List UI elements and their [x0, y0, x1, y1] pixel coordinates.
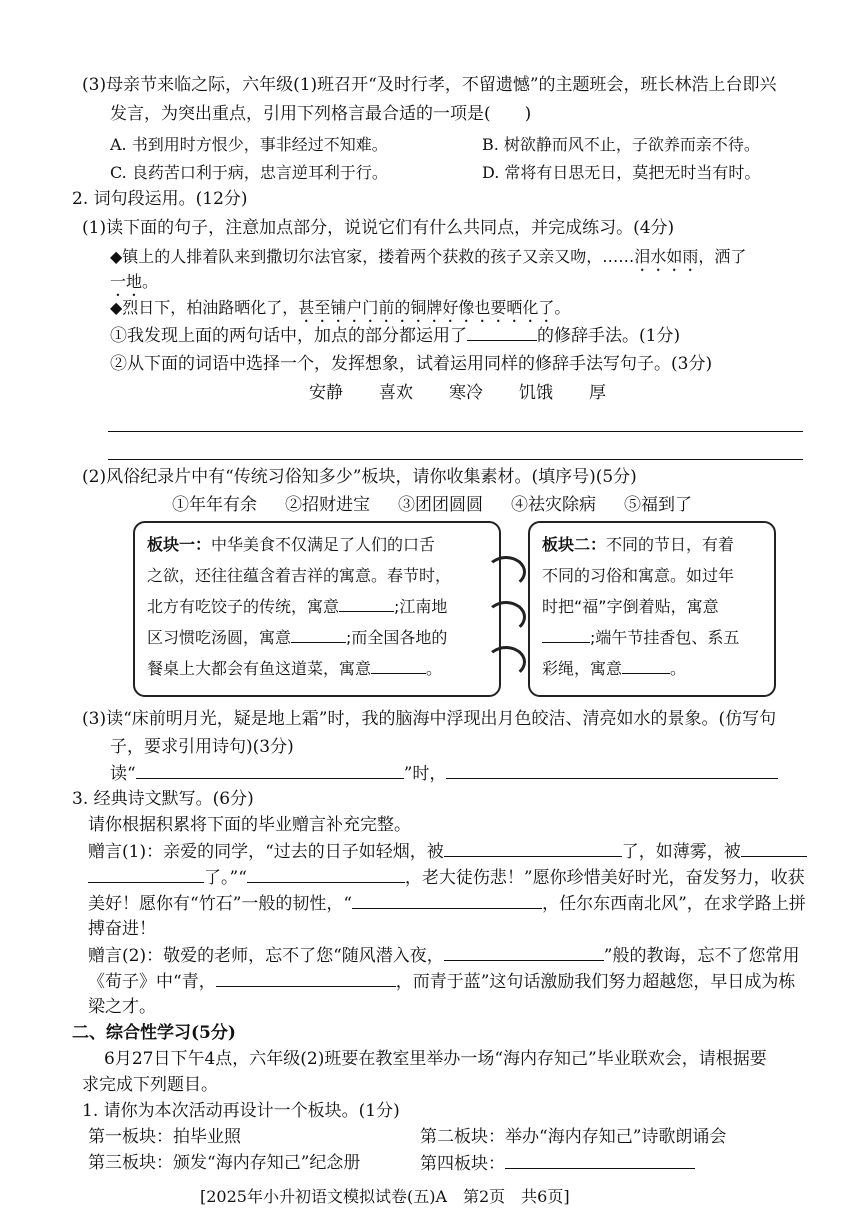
sentence-2-dotted: 甚至铺户门前的铜牌好像也要晒化了: [298, 298, 555, 317]
sentence-1-part-c: ，洒了: [698, 247, 747, 266]
gift-1-text-b: 了，如薄雾，被: [621, 842, 741, 862]
panel-two-line-3: 时把“福”字倒着贴，寓意: [542, 597, 719, 616]
sentence-1-end: 。: [142, 272, 159, 291]
question-3-line1: (3)母亲节来临之际，六年级(1)班召开“及时行孝，不留遗憾”的主题班会，班长林浩上台即兴: [82, 75, 777, 95]
panel-one-line-2: 之欲，还往往蕴含着吉祥的寓意。春节时，: [147, 566, 452, 585]
rhetoric-blank[interactable]: [467, 324, 537, 341]
gift-1-blank-2b[interactable]: [88, 866, 204, 883]
gift-1-blank-1[interactable]: [444, 840, 622, 857]
question-3-imitate-line2: 子，要求引用诗句)(3分): [110, 737, 294, 757]
panel-one-line-3: 北方有吃饺子的传统，寓意: [147, 597, 340, 616]
panel-two-line-5: 彩绳，寓意: [542, 659, 623, 678]
block-1: 第一板块：拍毕业照: [88, 1127, 241, 1147]
sentence-2-end: 。: [554, 298, 571, 317]
option-b[interactable]: B. 树欲静而风不止，子欲养而亲不待。: [482, 135, 760, 154]
panel-two-line-1: 不同的节日，有着: [606, 535, 735, 554]
panel-two-line-2: 不同的习俗和寓意。如过年: [542, 566, 735, 585]
section-3-title: 3. 经典诗文默写。(6分): [72, 789, 254, 809]
subquestion-2: ②从下面的词语中选择一个，发挥想象，试着运用同样的修辞手法写句子。(3分): [110, 354, 713, 374]
sentence-1-dotted: 泪水如雨: [634, 247, 699, 266]
panel-one-blank-1[interactable]: [339, 595, 394, 612]
custom-option-2: ②招财进宝: [285, 495, 370, 515]
gift-1-text-c: 了。”“: [204, 868, 247, 888]
gift-1-text-a: 赠言(1)：亲爱的同学，“过去的日子如轻烟，被: [88, 842, 444, 862]
subquestion-1-text: ①我发现上面的两句话中，加点的部分都运用了: [110, 326, 467, 346]
panel-two-title: 板块二：: [542, 535, 607, 554]
panel-one-line-4b: ;而全国各地的: [346, 628, 448, 647]
gift-1-line-3: [88, 892, 806, 915]
gift-1-text-e: 美好！愿你有“竹石”一般的韧性，“: [88, 894, 353, 914]
gift-1-blank-2[interactable]: [741, 840, 807, 857]
part-2-question-1: 1. 请你为本次活动再设计一个板块。(1分): [82, 1101, 400, 1121]
gift-2-line-3: 梁之才。: [88, 997, 156, 1017]
imitate-blank-1[interactable]: [136, 762, 404, 779]
imitate-du: 读“: [110, 764, 136, 784]
sentence-1: [110, 246, 746, 275]
option-a[interactable]: A. 书到用时方恨少，事非经过不知难。: [110, 135, 388, 154]
block-4-blank[interactable]: [505, 1152, 695, 1169]
custom-option-4: ④祛灾除病: [511, 495, 596, 515]
panel-two-line-5b: 。: [670, 659, 687, 678]
imitate-shi: ”时，: [403, 764, 447, 784]
panel-one-blank-3[interactable]: [371, 657, 426, 674]
block-2: 第二板块：举办“海内存知己”诗歌朗诵会: [420, 1127, 727, 1147]
panel-one: [133, 521, 501, 697]
gift-2-line-2: [88, 970, 795, 993]
panel-one-line-3b: ;江南地: [394, 597, 448, 616]
sentence-1-dotted-2: 一地: [110, 272, 143, 291]
custom-option-5: ⑤福到了: [624, 495, 692, 515]
gift-1-line-2: [88, 866, 805, 889]
part-2-intro-2: 求完成下列题目。: [82, 1075, 218, 1095]
gift-1-text-d: ，老大徒伤悲！”愿你珍惜美好时光，奋发努力，收获: [404, 868, 805, 888]
answer-line-1[interactable]: [108, 431, 803, 432]
question-3-line2: 发言，为突出重点，引用下列格言最合适的一项是( ): [110, 104, 532, 124]
sentence-2: [110, 297, 570, 326]
sentence-1-part-a: ◆镇上的人排着队来到撒切尔法官家，搂着两个获救的孩子又亲又吻，……: [110, 247, 635, 266]
gift-1-blank-4[interactable]: [352, 892, 542, 909]
option-d[interactable]: D. 常将有日思无日，莫把无时当有时。: [482, 163, 761, 182]
section-2-title: 2. 词句段运用。(12分): [72, 189, 248, 209]
gift-1-line-1: [88, 840, 807, 863]
custom-option-1: ①年年有余: [172, 495, 257, 515]
imitate-answer: [110, 762, 778, 785]
panel-one-line-4: 区习惯吃汤圆，寓意: [147, 628, 292, 647]
binder-ring-icon: [486, 601, 526, 633]
word-list: [309, 382, 606, 404]
custom-option-3: ③团团圆圆: [398, 495, 483, 515]
panel-one-line-1: 中华美食不仅满足了人们的口舌: [211, 535, 436, 554]
panel-one-line-5: 餐桌上大都会有鱼这道菜，寓意: [147, 659, 372, 678]
page-footer: [2025年小升初语文模拟试卷(五)A 第2页 共6页]: [200, 1187, 570, 1206]
block-4: [420, 1152, 695, 1175]
part-2-intro-1: 6月27日下午4点，六年级(2)班要在教室里举办一场“海内存知己”毕业联欢会，请根据要: [104, 1049, 767, 1069]
block-4-label: 第四板块：: [420, 1154, 505, 1174]
block-3: 第三板块：颁发“海内存知己”纪念册: [88, 1153, 361, 1173]
binder-ring-icon: [486, 556, 526, 588]
panel-two-blank-2[interactable]: [622, 657, 670, 674]
gift-2-text-a: 赠言(2)：敬爱的老师，忘不了您“随风潜入夜，: [88, 946, 444, 966]
gift-2-text-c: 《荀子》中“青，: [88, 972, 216, 992]
gift-2-text-d: ，而青于蓝”这句话激励我们努力超越您，早日成为栋: [395, 972, 796, 992]
gift-2-text-b: ”般的教诲，忘不了您常用: [603, 946, 800, 966]
panel-one-line-5b: 。: [426, 659, 443, 678]
panel-one-blank-2[interactable]: [291, 626, 346, 643]
option-c[interactable]: C. 良药苦口利于病，忠言逆耳利于行。: [110, 163, 388, 182]
imitate-blank-2[interactable]: [446, 762, 778, 779]
panel-one-title: 板块一：: [147, 535, 212, 554]
gift-2-blank-1[interactable]: [444, 944, 604, 961]
word-5: 厚: [589, 383, 606, 403]
gift-1-line-4: 搏奋进！: [88, 919, 156, 939]
word-2: 喜欢: [379, 383, 413, 403]
binder-ring-icon: [486, 646, 526, 678]
gift-1-blank-3[interactable]: [247, 866, 405, 883]
sentence-1-cont: [110, 271, 158, 300]
custom-options: [172, 494, 692, 516]
subquestion-1: [110, 324, 680, 347]
word-1: 安静: [309, 383, 343, 403]
word-3: 寒冷: [449, 383, 483, 403]
panel-two: [528, 521, 776, 697]
section-2-q1: (1)读下面的句子，注意加点部分，说说它们有什么共同点，并完成练习。(4分): [82, 218, 675, 238]
word-4: 饥饿: [519, 383, 553, 403]
panel-two-blank-1[interactable]: [542, 626, 590, 643]
question-2-customs: (2)风俗纪录片中有“传统习俗知多少”板块，请你收集素材。(填序号)(5分): [82, 467, 637, 487]
question-3-imitate-line1: (3)读“床前明月光，疑是地上霜”时，我的脑海中浮现出月色皎洁、清亮如水的景象。(仿写句: [82, 709, 777, 729]
answer-line-2[interactable]: [108, 459, 803, 460]
gift-2-line-1: [88, 944, 799, 967]
section-3-intro: 请你根据积累将下面的毕业赠言补充完整。: [88, 815, 411, 835]
part-2-title: 二、综合性学习(5分): [72, 1023, 236, 1043]
gift-1-text-f: ，任尔东西南北风”，在求学路上拼: [542, 894, 806, 914]
gift-2-blank-2[interactable]: [216, 970, 396, 987]
sentence-2-part-a: ◆烈日下，柏油路晒化了，: [110, 298, 299, 317]
panel-two-line-4: ;端午节挂香包、系五: [590, 628, 740, 647]
subquestion-1-score: 的修辞手法。(1分): [537, 326, 681, 346]
